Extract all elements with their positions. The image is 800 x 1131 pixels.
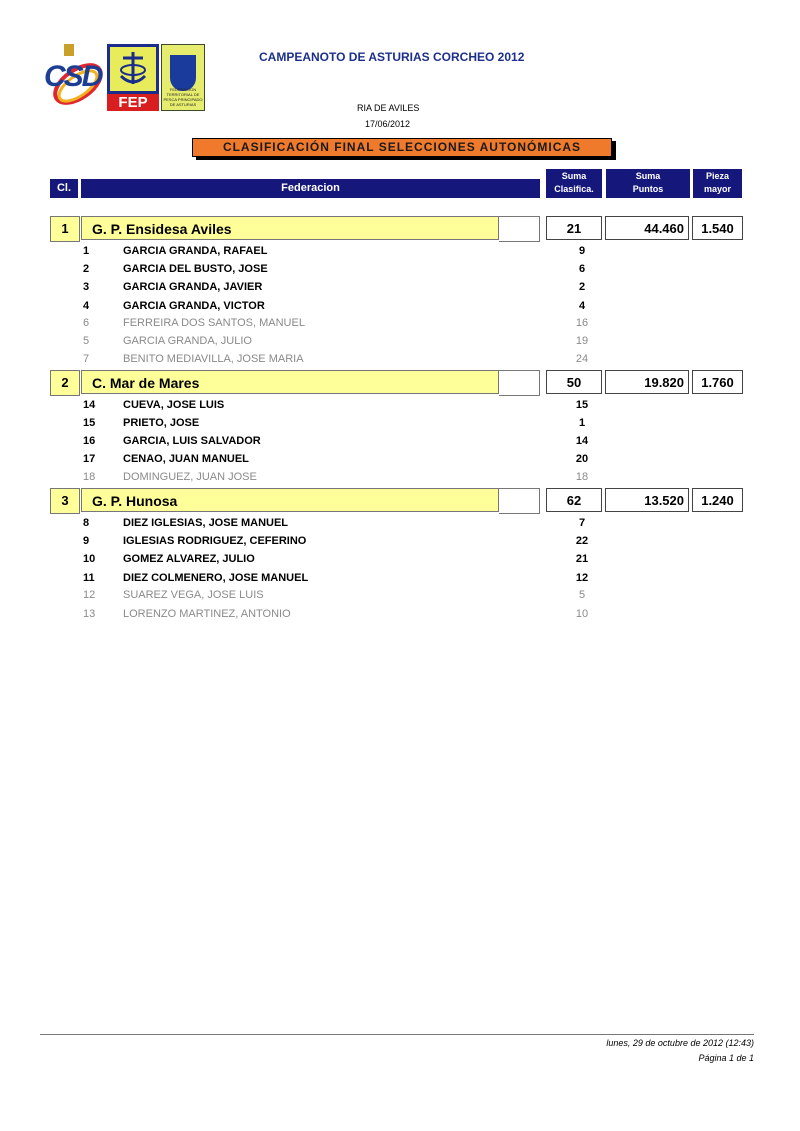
team-blank-cell [499, 216, 540, 242]
team-row [50, 216, 750, 242]
member-number: 9 [83, 535, 90, 547]
member-row [50, 278, 750, 296]
member-row [50, 314, 750, 332]
member-points: 19 [575, 335, 589, 347]
member-name: SUAREZ VEGA, JOSE LUIS [123, 589, 264, 601]
team-name: C. Mar de Mares [81, 370, 499, 394]
member-number: 2 [83, 263, 90, 275]
member-number: 4 [83, 300, 90, 312]
member-row [50, 260, 750, 278]
team-pieza-mayor: 1.540 [692, 216, 743, 240]
member-number: 13 [83, 608, 96, 620]
team-suma-puntos: 13.520 [605, 488, 689, 512]
team-name: G. P. Hunosa [81, 488, 499, 512]
anchor-fish-icon [107, 44, 159, 94]
member-points: 10 [575, 608, 589, 620]
column-header-cl: Cl. [50, 179, 78, 198]
member-name: GARCIA GRANDA, RAFAEL [123, 245, 268, 257]
member-number: 17 [83, 453, 96, 465]
member-points: 16 [575, 317, 589, 329]
member-name: FERREIRA DOS SANTOS, MANUEL [123, 317, 305, 329]
member-number: 12 [83, 589, 96, 601]
fep-logo [107, 44, 159, 111]
member-number: 6 [83, 317, 90, 329]
member-points: 1 [578, 417, 586, 429]
territorial-logo-text: FEDERACION TERRITORIAL DE PESCA PRINCIPADO DE ASTURIAS [163, 87, 203, 107]
column-header-suma-clasifica [546, 169, 602, 198]
member-points: 2 [578, 281, 586, 293]
column-header-suma-puntos [606, 169, 690, 198]
member-name: CENAO, JUAN MANUEL [123, 453, 249, 465]
fep-logo-text: FEP [107, 94, 159, 111]
team-blank-cell [499, 488, 540, 514]
team-blank-cell [499, 370, 540, 396]
footer-page-number: Página 1 de 1 [698, 1053, 754, 1063]
classification-title: CLASIFICACIÓN FINAL SELECCIONES AUTONÓMICAS [192, 138, 612, 157]
member-points: 20 [575, 453, 589, 465]
member-number: 5 [83, 335, 90, 347]
member-points: 24 [575, 353, 589, 365]
member-row [50, 450, 750, 468]
team-suma-clasifica: 21 [546, 216, 602, 240]
member-row [50, 550, 750, 568]
team-suma-clasifica: 62 [546, 488, 602, 512]
member-number: 3 [83, 281, 90, 293]
team-pieza-mayor: 1.240 [692, 488, 743, 512]
member-row [50, 350, 750, 368]
member-name: GARCIA DEL BUSTO, JOSE [123, 263, 268, 275]
member-points: 4 [578, 300, 586, 312]
member-points: 21 [575, 553, 589, 565]
member-points: 9 [578, 245, 586, 257]
column-header-federacion: Federacion [81, 179, 540, 198]
team-pieza-mayor: 1.760 [692, 370, 743, 394]
team-suma-clasifica: 50 [546, 370, 602, 394]
column-header-suma-clasifica-line2: Clasifica. [554, 184, 594, 194]
member-name: CUEVA, JOSE LUIS [123, 399, 225, 411]
member-number: 8 [83, 517, 90, 529]
member-name: GARCIA GRANDA, JAVIER [123, 281, 263, 293]
csd-logo [44, 42, 106, 114]
member-number: 14 [83, 399, 96, 411]
member-points: 6 [578, 263, 586, 275]
member-name: IGLESIAS RODRIGUEZ, CEFERINO [123, 535, 307, 547]
member-points: 18 [575, 471, 589, 483]
footer-divider [40, 1034, 754, 1035]
member-name: BENITO MEDIAVILLA, JOSE MARIA [123, 353, 304, 365]
member-number: 16 [83, 435, 96, 447]
territorial-federation-logo [161, 44, 205, 111]
member-row [50, 514, 750, 532]
member-row [50, 468, 750, 486]
member-number: 11 [83, 572, 95, 584]
column-header-suma-clasifica-line1: Suma [561, 171, 587, 181]
member-name: GARCIA GRANDA, VICTOR [123, 300, 265, 312]
footer-print-date: lunes, 29 de octubre de 2012 (12:43) [606, 1038, 754, 1048]
member-row [50, 396, 750, 414]
team-rank: 3 [50, 488, 80, 514]
team-rank: 1 [50, 216, 80, 242]
page-title: CAMPEANOTO DE ASTURIAS CORCHEO 2012 [259, 50, 525, 64]
cross-shield-icon [170, 55, 196, 91]
member-row [50, 297, 750, 315]
column-header-suma-puntos-line2: Puntos [632, 184, 664, 194]
member-name: DIEZ IGLESIAS, JOSE MANUEL [123, 517, 289, 529]
member-points: 5 [578, 589, 586, 601]
event-date: 17/06/2012 [365, 119, 411, 129]
member-name: DIEZ COLMENERO, JOSE MANUEL [123, 572, 309, 584]
member-row [50, 332, 750, 350]
member-points: 12 [575, 572, 589, 584]
member-name: DOMINGUEZ, JUAN JOSE [123, 471, 257, 483]
team-row [50, 370, 750, 396]
team-rank: 2 [50, 370, 80, 396]
member-name: GARCIA GRANDA, JULIO [123, 335, 252, 347]
member-name: GARCIA, LUIS SALVADOR [123, 435, 261, 447]
member-row [50, 242, 750, 260]
member-name: GOMEZ ALVAREZ, JULIO [123, 553, 255, 565]
csd-logo-text: CSD [44, 60, 102, 93]
member-name: LORENZO MARTINEZ, ANTONIO [123, 608, 291, 620]
team-row [50, 488, 750, 514]
venue-label: RIA DE AVILES [357, 103, 420, 113]
member-points: 14 [575, 435, 589, 447]
member-row [50, 569, 750, 587]
team-name: G. P. Ensidesa Aviles [81, 216, 499, 240]
member-name: PRIETO, JOSE [123, 417, 200, 429]
member-number: 10 [83, 553, 96, 565]
column-header-pieza-mayor [693, 169, 742, 198]
member-number: 1 [83, 245, 90, 257]
team-suma-puntos: 19.820 [605, 370, 689, 394]
member-row [50, 605, 750, 623]
column-header-pieza-mayor-line2: mayor [703, 184, 731, 194]
member-points: 22 [575, 535, 589, 547]
member-row [50, 414, 750, 432]
column-header-pieza-mayor-line1: Pieza [705, 171, 729, 181]
member-row [50, 432, 750, 450]
member-points: 15 [575, 399, 589, 411]
member-number: 18 [83, 471, 96, 483]
member-row [50, 532, 750, 550]
column-header-suma-puntos-line1: Suma [635, 171, 661, 181]
member-points: 7 [578, 517, 586, 529]
team-suma-puntos: 44.460 [605, 216, 689, 240]
member-number: 7 [83, 353, 90, 365]
member-number: 15 [83, 417, 96, 429]
member-row [50, 586, 750, 604]
